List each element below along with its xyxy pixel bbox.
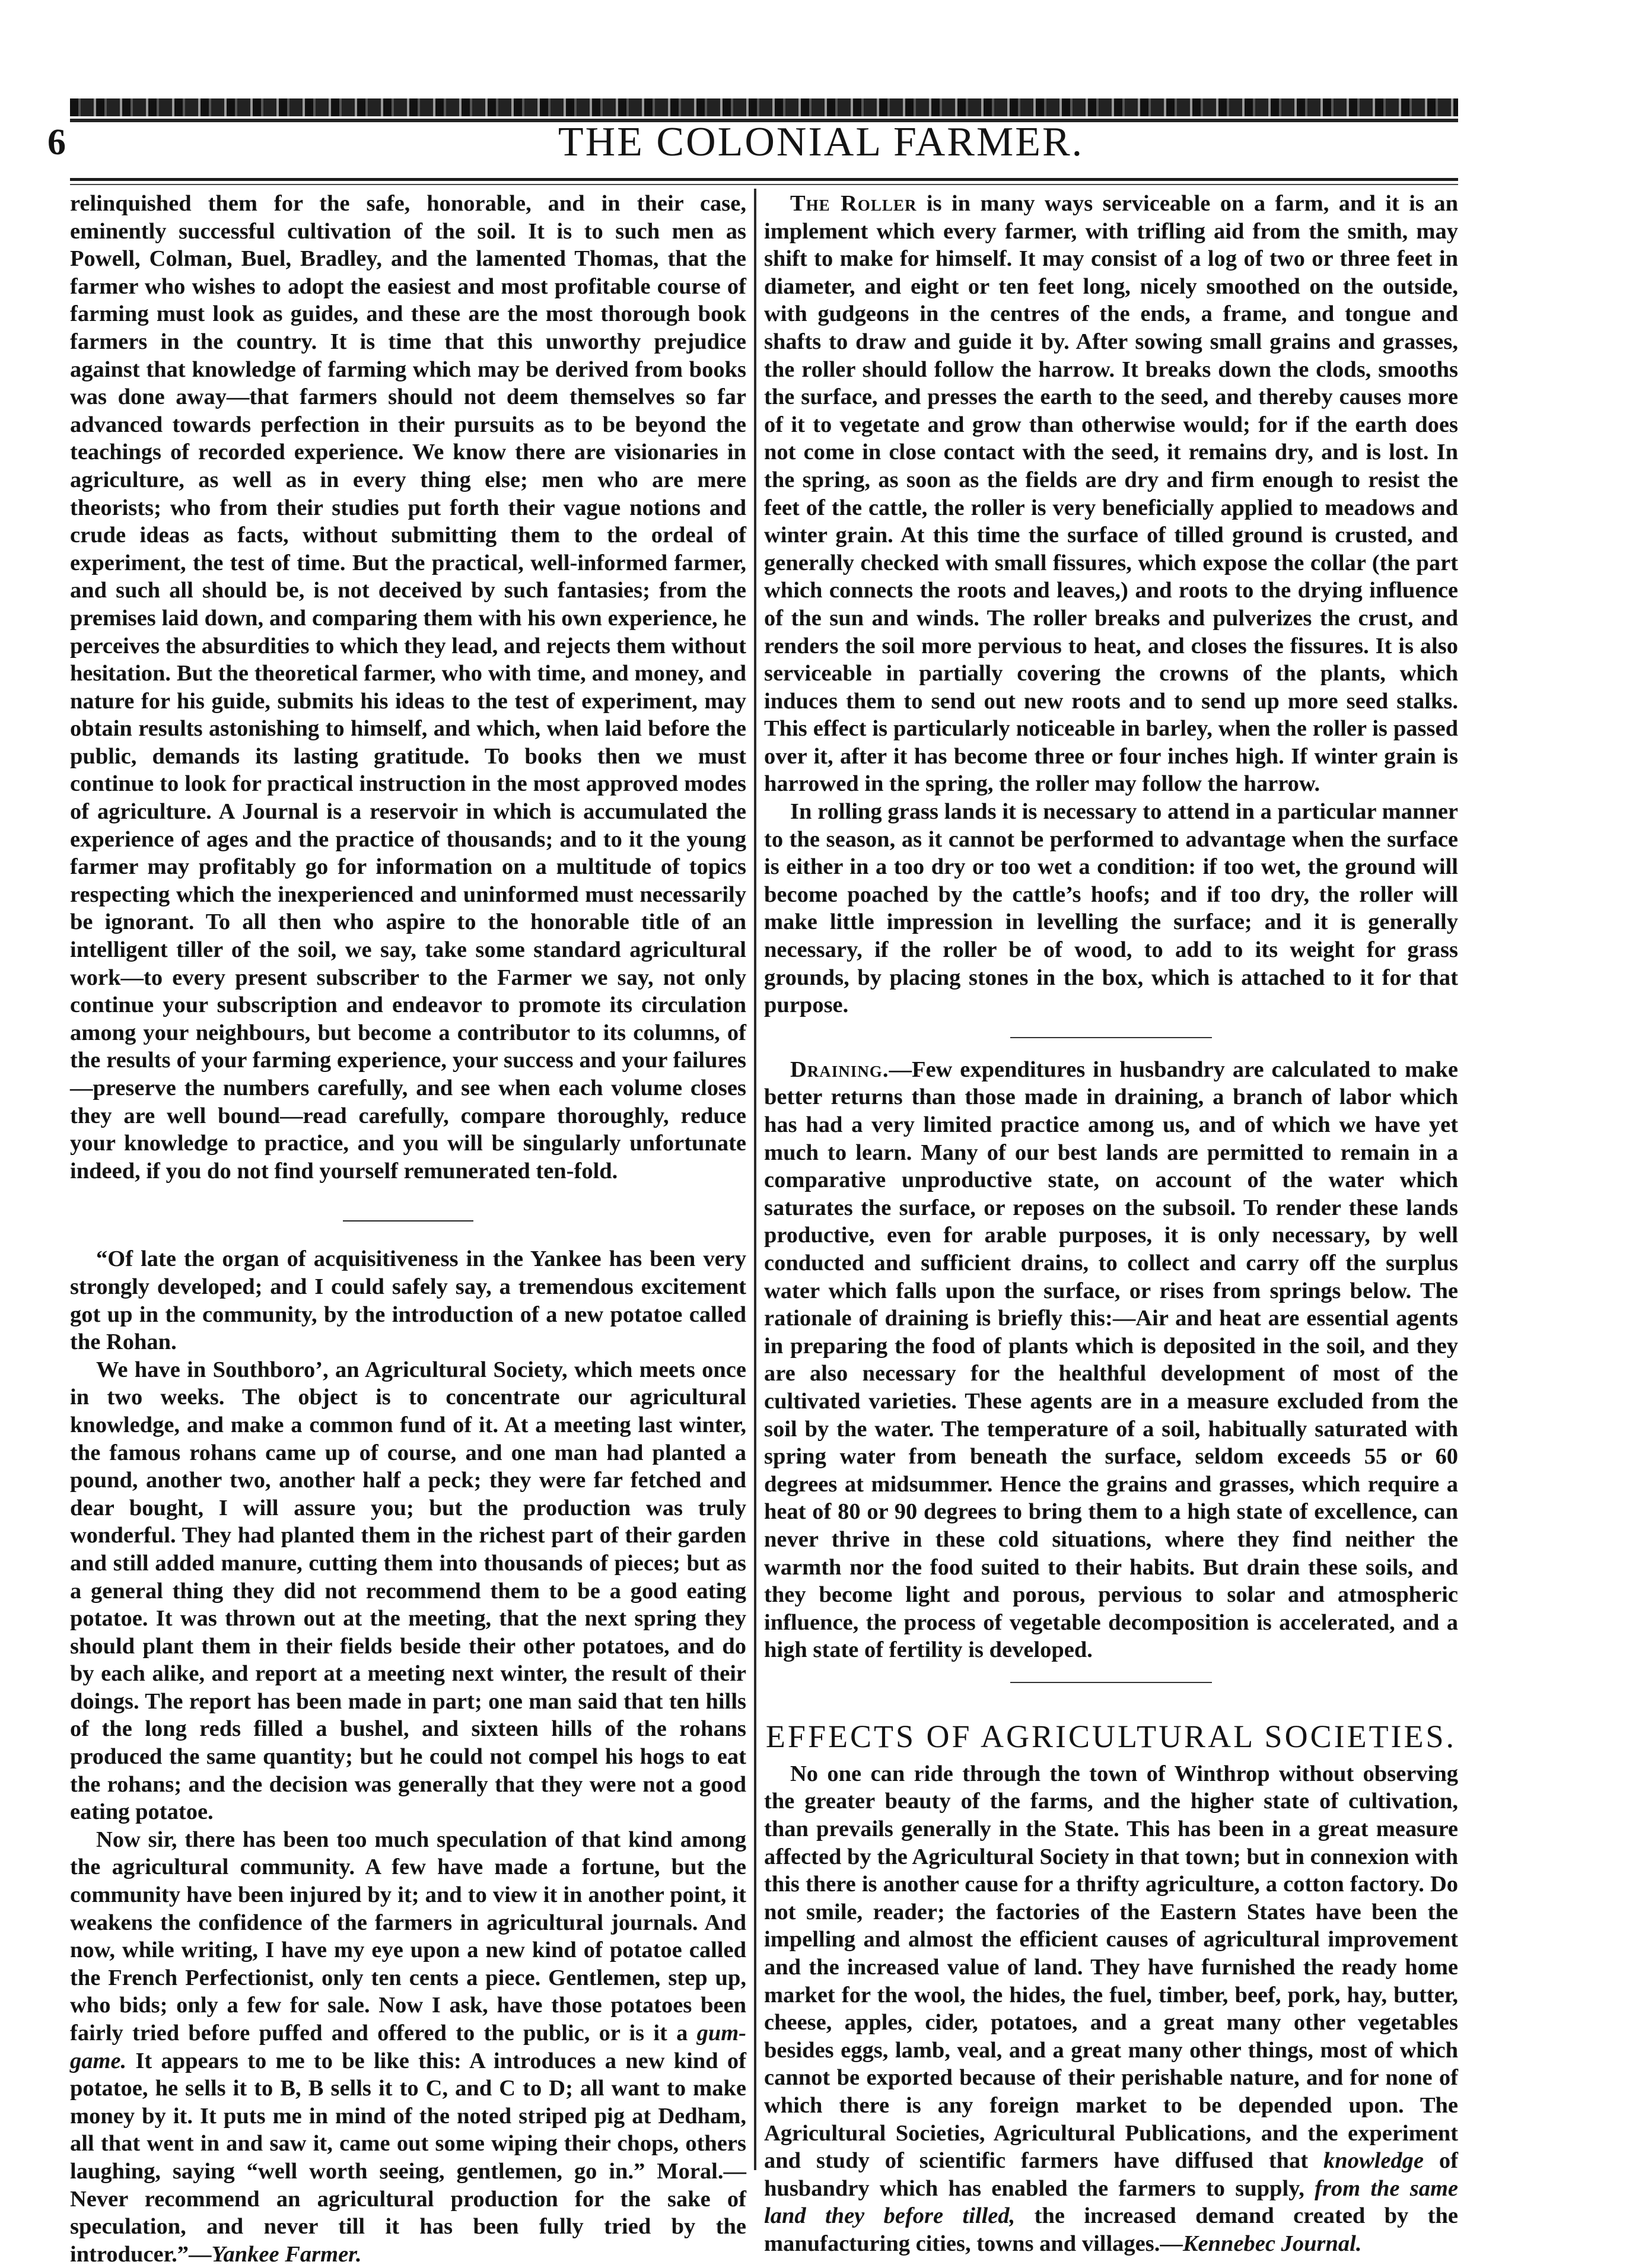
emphasis-text: knowledge: [1323, 2148, 1424, 2174]
lead-in: Draining.: [790, 1057, 889, 1082]
rohan-article-paragraph-1: “Of late the organ of acquisitiveness in the Yankee has been very strongly developed; and I could safely say, a tremendous excitement got up in the community, by the introduction of a new potatoe called the Rohan.: [70, 1246, 746, 1355]
article-separator: [1010, 1037, 1212, 1038]
emphasis-text: from the same land they before tilled,: [764, 2175, 1458, 2229]
right-column: [764, 190, 1458, 2258]
section-heading: EFFECTS OF AGRICULTURAL SOCIETIES.: [765, 1718, 1457, 1754]
text-run: It appears to me to be like this: A introduces a new kind of potatoe, he sells it to B, B sells it to C, and C to D; all want to make money by it. It puts me in mind of the noted striped pig at Dedham, all that went in and saw it, came out some wiping their chops, others laughing, saying “well worth seeing, gentlemen, go in.” Moral.—Never recommend an agricultural production for the sake of speculation, and never till it has been fully tried by the introducer.”—: [70, 2048, 746, 2267]
text-run: the increased demand created by the manufacturing cities, towns and villages.—: [764, 2203, 1458, 2256]
roller-paragraph-2: In rolling grass lands it is necessary to attend in a particular manner to the season, as it cannot be performed to advantage when the surface is either in a too dry or too wet a condition: if too wet, the ground will become poached by the cattle’s hoofs; and if too dry, the roller will make little impression in levelling the surface; and it is generally necessary, if the roller be of wood, to add to its weight for grass grounds, by placing stones in the box, which is attached to it for that purpose.: [764, 799, 1458, 1018]
effects-paragraph: [764, 1760, 1458, 2258]
text-run: is in many ways serviceable on a farm, and it is an implement which every farmer, with trifling aid from the smith, may shift to make for himself. It may consist of a log of two or three feet in diameter, and eight or ten feet long, nicely smoothed on the outside, with gudgeons in the centres of the ends, a frame, and tongue and shafts to draw and guide it by. After sowing small grains and grasses, the roller should follow the harrow. It breaks down the clods, smooths the surface, and presses the earth to the seed, and thereby causes more of it to vegetate and grow than otherwise would; for if the earth does not come in close contact with the seed, it remains dry, and is lost. In the spring, as soon as the fields are dry and firm enough to resist the feet of the cattle, the roller is very beneficially applied to meadows and winter grain. At this time the surface of tilled ground is crusted, and generally checked with small fissures, which expose the collar (the part which connects the roots and leaves,) and roots to the drying influence of the sun and winds. The roller breaks and pulverizes the crust, and renders the soil more pervious to heat, and closes the fissures. It is also serviceable in partially covering the crowns of the plants, which induces them to send out new roots and to send up more seed stalks. This effect is particularly noticeable in barley, when the roller is passed over it, after it has become three or four inches high. If winter grain is harrowed in the spring, the roller may follow the harrow.: [764, 191, 1458, 797]
masthead-ornament-rule: [70, 98, 1458, 116]
text-run: Now sir, there has been too much speculation of that kind among the agricultural community. A few have made a fortune, but the community have been injured by it; and to view it in another point, it weakens the confidence of the farmers in agricultural journals. And now, while writing, I have my eye upon a new kind of potatoe called the French Perfectionist, only ten cents a piece. Gentlemen, step up, who bids; only a few for sale. Now I ask, have those potatoes been fairly tried before puffed and offered to the public, or is it a: [70, 1827, 746, 2046]
page-number: 6: [47, 122, 66, 163]
rohan-article-paragraph-3: [70, 1826, 746, 2268]
article-separator: [1010, 1682, 1212, 1683]
text-run: of husbandry which has enabled the farmers to supply,: [764, 2148, 1458, 2201]
text-run: No one can ride through the town of Winthrop without observing the greater beauty of the farms, and the higher state of cultivation, than prevails generally in the State. This has been in a great measure affected by the Agricultural Society in that town; but in connexion with this there is another cause for a thrifty agriculture, a cotton factory. Do not smile, reader; the factories of the Eastern States have been the impelling and almost the efficient causes of agricultural improvement and the increased value of land. They have furnished the ready home market for the wool, the hides, the fuel, timber, beef, pork, hay, butter, cheese, apples, cider, potatoes, and a great many other vegetables besides eggs, lamb, veal, and a great many other things, most of which cannot be exported because of their perishable nature, and for none of which there is any foreign market to be depended upon. The Agricultural Societies, Agricultural Publications, and the experiment and study of scientific farmers have diffused that: [764, 1761, 1458, 2174]
lead-in: The Roller: [790, 191, 917, 216]
column-divider: [754, 189, 756, 2170]
left-column: [70, 190, 746, 2268]
header-rule: [70, 178, 1458, 181]
rohan-article-paragraph-2: We have in Southboro’, an Agricultural Society, which meets once in two weeks. The object is to concentrate our agricultural knowledge, and make a common fund of it. At a meeting last winter, the famous rohans came up of course, and one man had planted a pound, another two, another half a peck; they were far fetched and dear bought, I will assure you; but the production was truly wonderful. They had planted them in the richest part of their garden and still added manure, cutting them into thousands of pieces; but as a general thing they did not recommend them to be a good eating potatoe. It was thrown out at the meeting, that the next spring they should plant them in their fields beside their other potatoes, and do by each alike, and report at a meeting next winter, the result of their doings. The report has been made in part; one man said that ten hills of the long reds filled a bushel, and sixteen hills of the rohans produced the same quantity; but he could not compel his hogs to eat the rohans; and the decision was generally that they were not a good eating potatoe.: [70, 1357, 746, 1825]
draining-paragraph: [764, 1056, 1458, 1664]
source-credit: Yankee Farmer.: [211, 2241, 362, 2267]
source-credit: Kennebec Journal.: [1182, 2231, 1362, 2256]
header-rule-thin: [70, 184, 1458, 185]
running-head-title: THE COLONIAL FARMER.: [558, 119, 1084, 165]
article-separator: [343, 1220, 473, 1222]
editorial-paragraph: relinquished them for the safe, honorable, and in their case, eminently successful cultivation of the soil. It is to such men as Powell, Colman, Buel, Bradley, and the lamented Thomas, that the farmer who wishes to adopt the easiest and most profitable course of farming must look as guides, and these are the most thorough book farmers in the country. It is time that this unworthy prejudice against that knowledge of farming which may be derived from books was done away—that farmers should not deem themselves so far advanced towards perfection in their pursuits as to be beyond the teachings of recorded experience. We know there are visionaries in agriculture, as well as in every thing else; men who are mere theorists; who from their studies put forth their vague notions and crude ideas as facts, without submitting them to the ordeal of experiment, the test of time. But the practical, well-informed farmer, and such all should be, is not deceived by such fantasies; from the premises laid down, and comparing them with his own experience, he perceives the absurdities to which they lead, and rejects them without hesitation. But the theoretical farmer, who with time, and money, and nature for his guide, submits his ideas to the test of experiment, may obtain results astonishing to himself, and which, when laid before the public, demands its lasting gratitude. To books then we must continue to look for practical instruction in the most approved modes of agriculture. A Journal is a reservoir in which is accumulated the experience of ages and the practice of thousands; and to it the young farmer may profitably go for information on a multitude of topics respecting which the inexperienced and uninformed must necessarily be ignorant. To all then who aspire to the honorable title of an intelligent tiller of the soil, we say, take some standard agricultural work—to every present subscriber to the Farmer we say, not only continue your subscription and endeavor to promote its circulation among your neighbours, but become a contributor to its columns, of the results of your farming experience, your success and your failures—preserve the numbers carefully, and see when each volume closes they are well bound—read carefully, compare thoroughly, reduce your knowledge to practice, and you will be singularly unfortunate indeed, if you do not find yourself remunerated ten-fold.: [70, 191, 746, 1184]
emphasis-text: gum-game.: [70, 2021, 746, 2073]
roller-paragraph-1: [764, 190, 1458, 798]
text-run: —Few expenditures in husbandry are calculated to make better returns than those made in draining, a branch of labor which has had a very limited practice among us, and of which we have yet much to learn. Many of our best lands are permitted to remain in a comparative unproductive state, on account of the water which saturates the surface, or reposes on the subsoil. To render these lands productive, even for arable purposes, it is only necessary, by well conducted and sufficient drains, to collect and carry off the surplus water which falls upon the surface, or rises from springs below. The rationale of draining is briefly this:—Air and heat are essential agents in preparing the food of plants which is deposited in the soil, and they are also necessary for the healthful development of most of the cultivated varieties. These agents are in a measure excluded from the soil by the water. The temperature of a soil, habitually saturated with spring water from beneath the surface, seldom exceeds 55 or 60 degrees at midsummer. Hence the grains and grasses, which require a heat of 80 or 90 degrees to bring them to a high state of excellence, can never thrive in these cold situations, where they find neither the warmth nor the food suited to their habits. But drain these soils, and they become light and porous, pervious to solar and atmospheric influence, the process of vegetable decomposition is accelerated, and a high state of fertility is developed.: [764, 1057, 1458, 1663]
